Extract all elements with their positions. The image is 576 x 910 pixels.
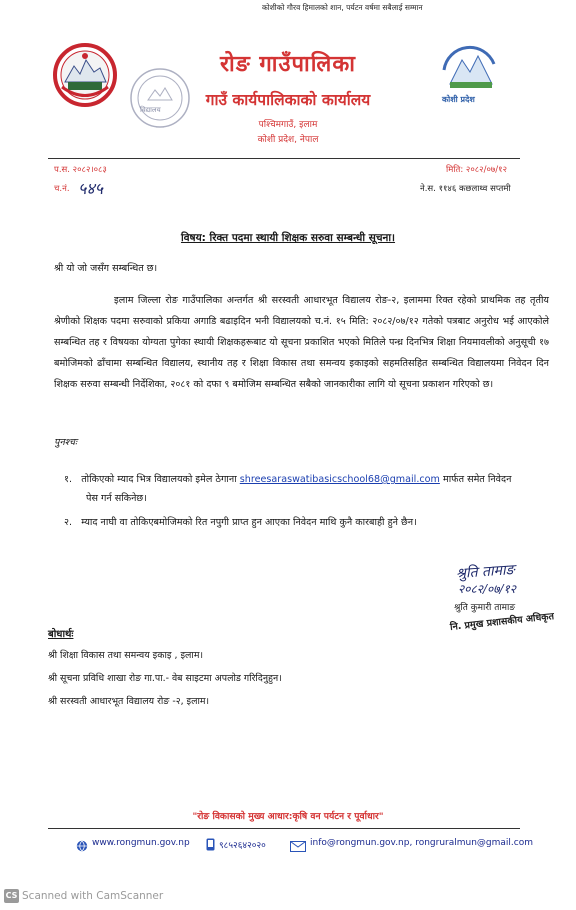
cc-item: श्री सरस्वती आधारभूत विद्यालय रोङ -२, इलाम। xyxy=(48,696,210,707)
cc-item: श्री सूचना प्रविधि शाखा रोङ गा.पा.- वेब साइटमा अपलोड गरिदिनुहुन। xyxy=(48,673,282,684)
note-continuation: पेस गर्न सकिनेछ। xyxy=(86,493,147,504)
dispatch-number: ५४५ xyxy=(78,179,103,198)
note-number: २. xyxy=(64,517,73,528)
body-paragraph: इलाम जिल्ला रोङ गाउँपालिका अन्तर्गत श्री सरस्वती आधारभूत विद्यालय रोङ-२, इलाममा रिक्त रहेको प्राथमिक तह तृतीय श्रेणीको शिक्षक पदमा सरुवाको प्रकिया अगाडि बढाइदिन भनी विद्यालयको च.नं. १५ मिति: २०८२/०७/१२ गतेको पत्रबाट अनुरोध भई आएकोले सम्बन्धित तह र विषयका योग्यता पुगेका स्थायी शिक्षकहरूबाट यो सूचना प्रकाशित भएको मितिले पन्ध्र दिनभित्र शिक्षा नियमावलीको अनुसूची १७ बमोजिमको ढाँचामा सम्बन्धित विद्यालय, स्थानीय तह र शिक्षा विकास तथा समन्वय इकाइको सहमतिसहित सम्बन्धित विद्यालयमा निवेदन दिन शिक्षक सरुवा सम्बन्धी निर्देशिका, २०८१ को दफा ९ बमोजिम सम्बन्धित सबैको जानकारीका लागि यो सूचना प्रकाशन गरिएको छ। xyxy=(54,295,549,390)
letter-subject: विषय: रिक्त पदमा स्थायी शिक्षक सरुवा सम्बन्धी सूचना। xyxy=(180,232,396,244)
note-number: १. xyxy=(64,474,73,485)
koshi-logo-label: कोशी प्रदेश xyxy=(442,95,475,104)
cc-heading: बोधार्थः xyxy=(48,629,74,640)
website-link[interactable]: www.rongmun.gov.np xyxy=(92,838,190,848)
letter-date: मिति: २०८२/०७/१२ xyxy=(446,165,507,175)
salutation: श्री यो जो जसँग सम्बन्धित छ। xyxy=(54,263,158,274)
note-item-1 xyxy=(64,470,554,508)
phone-icon xyxy=(206,836,215,849)
note-text: तोकिएको म्याद भित्र विद्यालयको इमेल ठेगाना xyxy=(81,474,237,485)
mail-icon xyxy=(290,837,306,848)
fiscal-year: प.स. २०८२।०८३ xyxy=(54,165,107,175)
nepal-era-date: ने.स. ११४६ कछलाथ्व सप्तमी xyxy=(420,184,511,194)
office-name: रोङ गाउँपालिका xyxy=(220,52,356,77)
header-divider xyxy=(48,158,520,159)
koshi-province-logo xyxy=(436,40,502,116)
handwritten-date: २०८२/०७/१२ xyxy=(458,582,517,596)
dispatch-label: च.नं. xyxy=(54,184,70,194)
phone-number: ९८५२६४२०२० xyxy=(219,841,266,851)
signatory-name: श्रुति कुमारी तामाङ xyxy=(454,603,516,613)
signatory-title: नि. प्रमुख प्रशासकीय अधिकृत xyxy=(449,611,555,633)
globe-icon xyxy=(76,837,88,849)
contact-emails[interactable]: info@rongmun.gov.np, rongruralmun@gmail.com xyxy=(310,838,533,848)
cc-item: श्री शिक्षा विकास तथा समन्वय इकाइ , इलाम। xyxy=(48,650,204,661)
office-subtitle: गाउँ कार्यपालिकाको कार्यालय xyxy=(205,91,371,109)
camscanner-label: Scanned with CamScanner xyxy=(22,890,164,902)
school-email-link[interactable]: shreesaraswatibasicschool68@gmail.com xyxy=(239,474,440,485)
notes-heading: पुनश्चः xyxy=(54,437,77,448)
footer-divider xyxy=(48,828,520,829)
address-line-2: कोशी प्रदेश, नेपाल xyxy=(257,135,319,145)
letterhead-tagline: कोशीको गौरव हिमालको शान, पर्यटन वर्षमा सबैलाई सम्मान xyxy=(262,3,423,12)
address-line-1: पश्चिमगाउँ, इलाम xyxy=(258,120,318,130)
note-item-2 xyxy=(64,513,554,532)
footer-slogan: "रोङ विकासको मुख्य आधार:कृषि वन पर्यटन र पूर्वाधार" xyxy=(192,811,384,822)
handwritten-signature: श्रुति तामाङ xyxy=(455,561,516,583)
stamp-text: विद्यालय xyxy=(140,106,161,114)
camscanner-icon: CS xyxy=(4,889,19,903)
note-text: म्याद नाघी वा तोकिएबमोजिमको रित नपुगी प्राप्त हुन आएका निवेदन माथि कुनै कारबाही हुने छैन। xyxy=(81,517,417,528)
note-text-after: मार्फत समेत निवेदन xyxy=(442,474,512,485)
